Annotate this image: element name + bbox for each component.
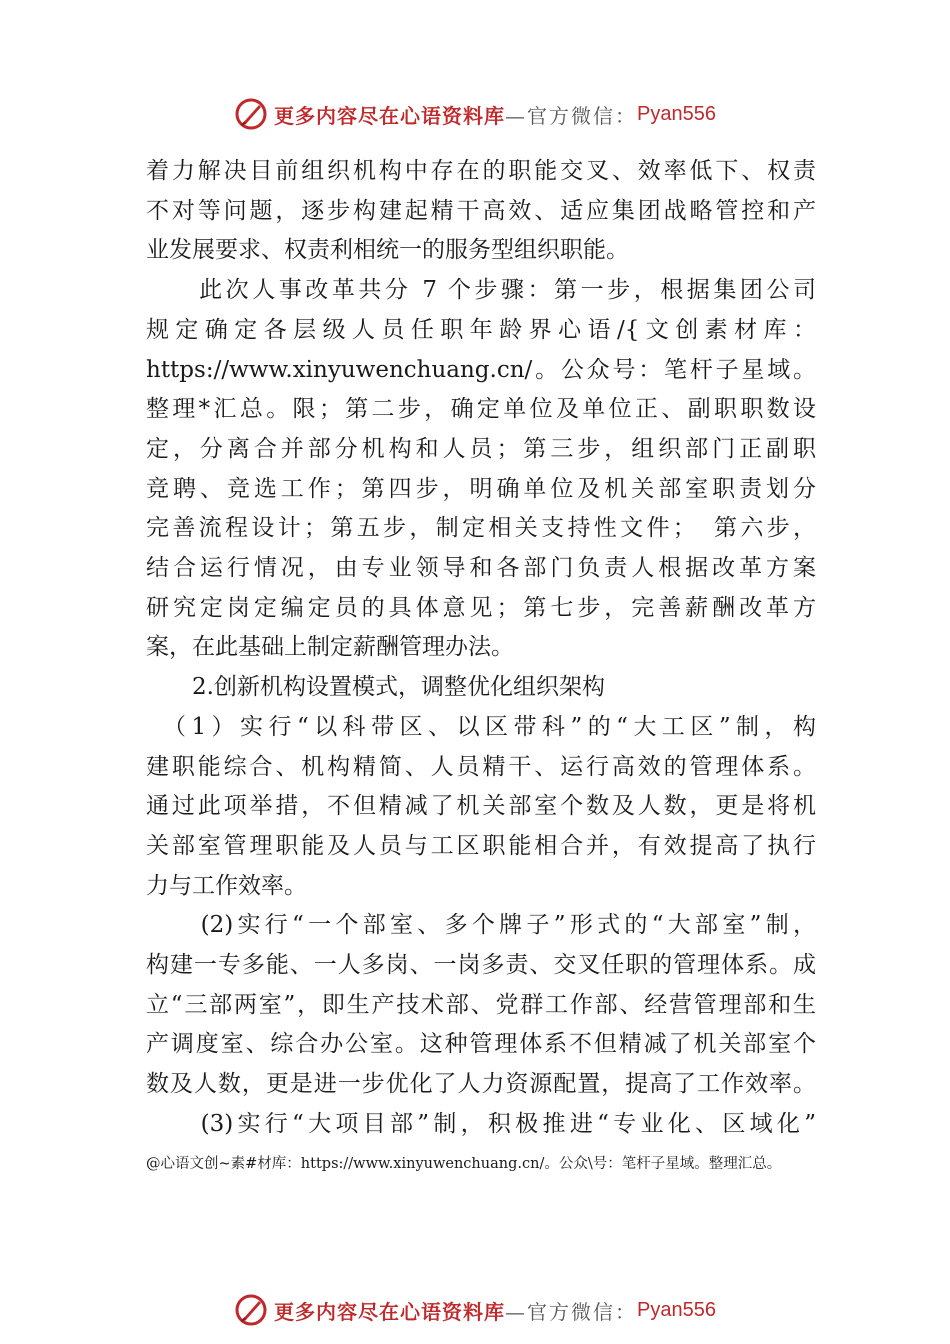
footer-source-note: @心语文创~素#材库：https://www.xinyuwenchuang.cn/。公众\号：笔杆子星域。整理汇总。 [146,1156,782,1172]
text-line: 力与工作效率。 [146,872,307,899]
text-line: 着力解决目前组织机构中存在的职能交叉、效率低下、权责 [146,158,816,184]
text-line: （1）实行“以科带区、以区带科”的“大工区”制，构 [146,713,816,740]
banner-main-text: 更多内容尽在心语资料库 [274,1299,506,1324]
text-line: 数及人数，更是进一步优化了人力资源配置，提高了工作效率。 [146,1071,816,1098]
text-line: 不对等问题，逐步构建起精干高效、适应集团战略管控和产 [146,197,816,224]
text-line: 建职能综合、机构精简、人员精干、运行高效的管理体系。 [146,753,816,780]
text-line: 通过此项举措，不但精减了机关部室个数及人数，更是将机 [146,793,816,820]
banner-wechat-id: Pyan556 [637,102,716,125]
text-line: 此次人事改革共分 7 个步骤：第一步，根据集团公司 [146,277,816,304]
banner-wechat-id: Pyan556 [637,1298,716,1321]
text-line: 立“三部两室”，即生产技术部、党群工作部、经营管理部和生 [146,991,816,1018]
footer-watermark-banner [0,1290,950,1330]
text-line: 业发展要求、权责利相统一的服务型组织职能。 [146,237,629,264]
text-line: 竞聘、竞选工作；第四步，明确单位及机关部室职责划分 [146,475,816,502]
text-line: 规定确定各层级人员任职年龄界心语/{文创素材库： [146,316,816,343]
text-line: 关部室管理职能及人员与工区职能相合并，有效提高了执行 [146,832,816,859]
header-watermark-banner [0,94,950,134]
text-line: 案，在此基础上制定薪酬管理办法。 [146,634,514,661]
text-line: 定，分离合并部分机构和人员；第三步，组织部门正副职 [146,435,816,462]
text-line: (2)实行“一个部室、多个牌子”形式的“大部室”制， [146,912,816,939]
section-heading: 2.创新机构设置模式，调整优化组织架构 [146,674,605,701]
text-line: 研究定岗定编定员的具体意见；第七步，完善薪酬改革方 [146,594,816,621]
text-line: 结合运行情况，由专业领导和各部门负责人根据改革方案 [146,555,816,582]
quill-logo-icon [234,1293,268,1327]
document-body [146,152,816,1145]
text-line: https://www.xinyuwenchuang.cn/。公众号：笔杆子星域。 [146,356,816,383]
text-line: 产调度室、综合办公室。这种管理体系不但精减了机关部室个 [146,1031,816,1058]
text-line: (3)实行“大项目部”制，积极推进“专业化、区域化” [146,1110,816,1137]
text-line: 整理*汇总。限；第二步，确定单位及单位正、副职职数设 [146,396,816,423]
banner-dash-text: —官方微信： [505,1299,638,1324]
text-line: 完善流程设计；第五步，制定相关支持性文件； 第六步， [146,515,816,542]
quill-logo-icon [234,97,268,131]
banner-dash-text: —官方微信： [505,103,638,128]
text-line: 构建一专多能、一人多岗、一岗多责、交叉任职的管理体系。成 [146,952,816,979]
banner-main-text: 更多内容尽在心语资料库 [274,103,506,128]
